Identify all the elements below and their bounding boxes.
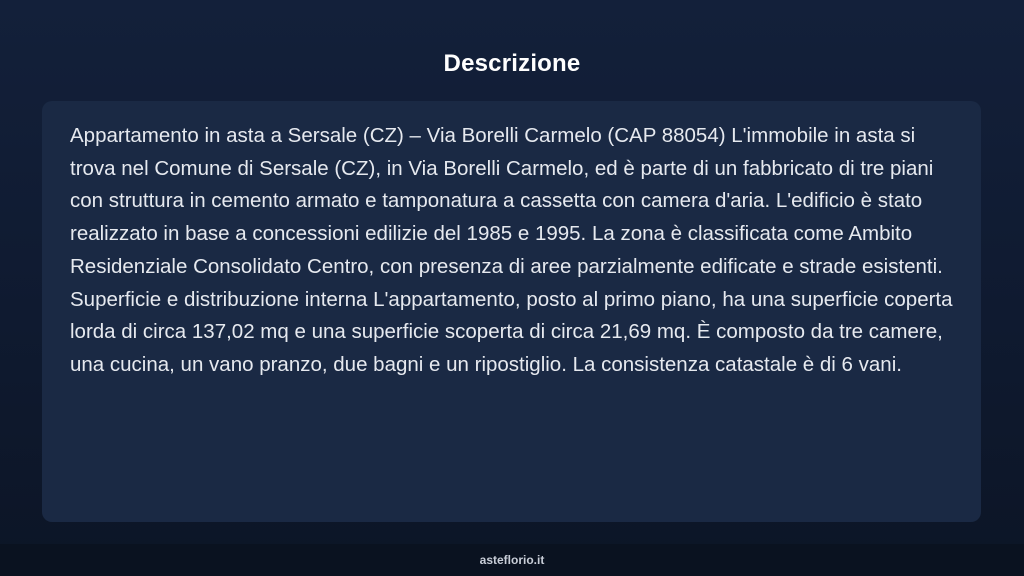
description-text: Appartamento in asta a Sersale (CZ) – Via Borelli Carmelo (CAP 88054) L'immobile in asta si trova nel Comune di Sersale (CZ), in Via Borelli Carmelo, ed è parte di un fabbricato di tre piani con struttura in cemento armato e tamponatura a cassetta con camera d'aria. L'edificio è stato realizzato in base a concessioni edilizie del 1985 e 1995. La zona è classificata come Ambito Residenziale Consolidato Centro, con presenza di aree parzialmente edificate e strade esistenti. Superficie e distribuzione interna L'appartamento, posto al primo piano, ha una superficie coperta lorda di circa 137,02 mq e una superficie scoperta di circa 21,69 mq. È composto da tre camere, una cucina, un vano pranzo, due bagni e un ripostiglio. La consistenza catastale è di 6 vani. xyxy=(70,124,953,376)
footer-brand: asteflorio.it xyxy=(479,553,545,567)
page-title: Descrizione xyxy=(443,50,581,77)
footer-bar xyxy=(0,544,1024,576)
description-card xyxy=(42,101,981,522)
